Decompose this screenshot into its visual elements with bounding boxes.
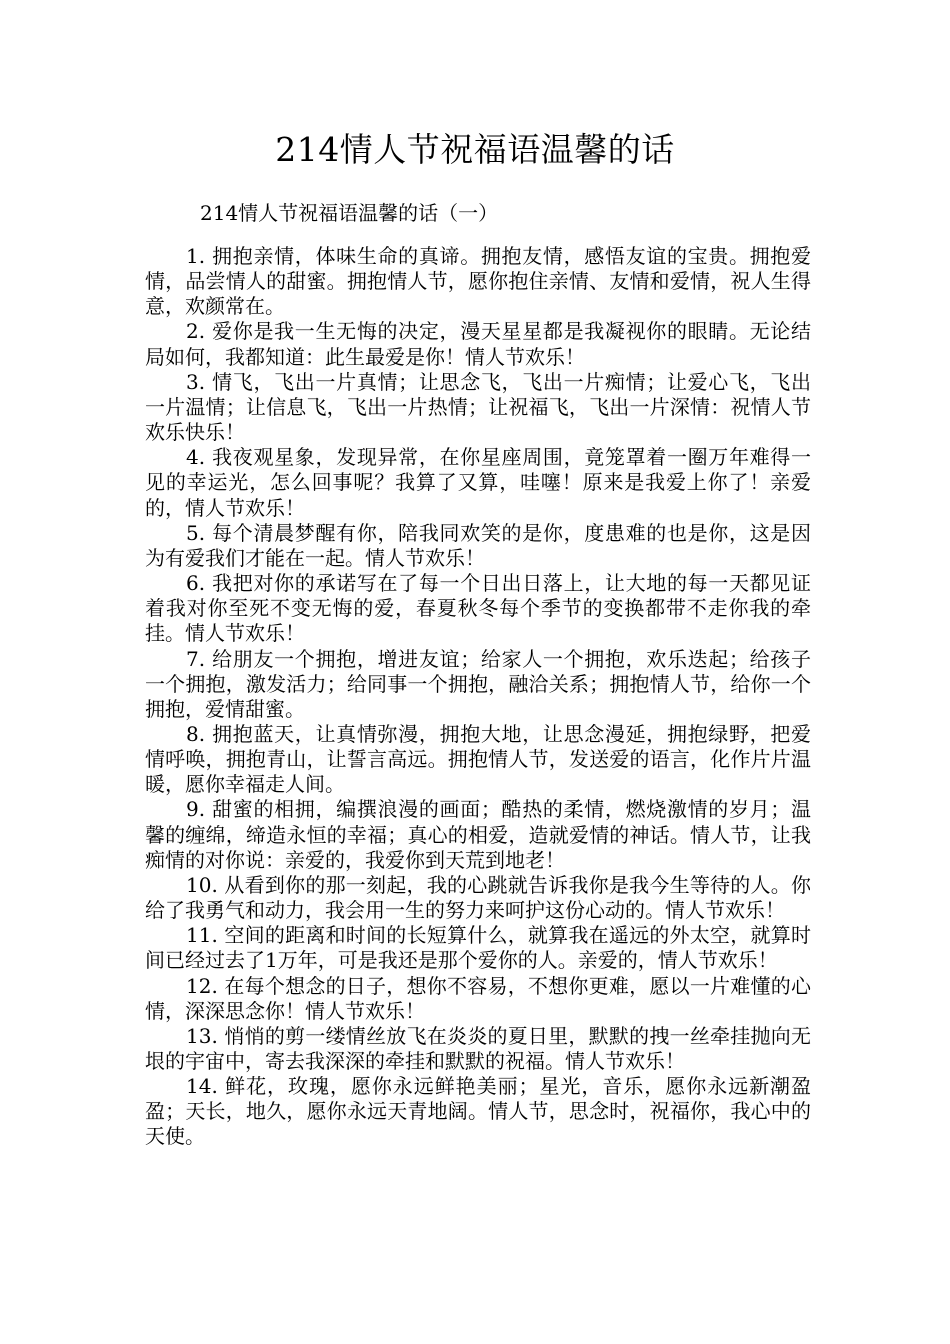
paragraph-5: 5. 每个清晨梦醒有你，陪我同欢笑的是你，度患难的也是你，这是因为有爱我们才能在一起。情人节欢乐！ <box>145 520 811 570</box>
paragraph-10: 10. 从看到你的那一刻起，我的心跳就告诉我你是我今生等待的人。你给了我勇气和动力，我会用一生的努力来呵护这份心动的。情人节欢乐！ <box>145 872 811 923</box>
document-body <box>145 244 811 1150</box>
paragraph-13: 13. 悄悄的剪一缕情丝放飞在炎炎的夏日里，默默的拽一丝牵挂抛向无垠的宇宙中，寄去我深深的牵挂和默默的祝福。情人节欢乐！ <box>145 1023 811 1073</box>
paragraph-2: 2. 爱你是我一生无悔的决定，漫天星星都是我凝视你的眼睛。无论结局如何，我都知道：此生最爱是你！情人节欢乐！ <box>145 319 811 369</box>
paragraph-9: 9. 甜蜜的相拥，编撰浪漫的画面；酷热的柔情，燃烧激情的岁月；温馨的缠绵，缔造永恒的幸福；真心的相爱，造就爱情的神话。情人节，让我痴情的对你说：亲爱的，我爱你到天荒到地老！ <box>145 797 811 872</box>
paragraph-6: 6. 我把对你的承诺写在了每一个日出日落上，让大地的每一天都见证着我对你至死不变无悔的爱，春夏秋冬每个季节的变换都带不走你我的牵挂。情人节欢乐！ <box>145 571 811 646</box>
paragraph-4: 4. 我夜观星象，发现异常，在你星座周围，竟笼罩着一圈万年难得一见的幸运光，怎么回事呢？我算了又算，哇噻！原来是我爱上你了！亲爱的，情人节欢乐！ <box>145 445 811 520</box>
document-title: 214情人节祝福语温馨的话 <box>275 130 675 169</box>
paragraph-14: 14. 鲜花，玫瑰，愿你永远鲜艳美丽；星光，音乐，愿你永远新潮盈盈；天长，地久，愿你永远天青地阔。情人节，思念时，祝福你，我心中的天使。 <box>145 1074 811 1149</box>
paragraph-12: 12. 在每个想念的日子，想你不容易，不想你更难，愿以一片难懂的心情，深深思念你！情人节欢乐！ <box>145 973 811 1023</box>
paragraph-7: 7. 给朋友一个拥抱，增进友谊；给家人一个拥抱，欢乐迭起；给孩子一个拥抱，激发活力；给同事一个拥抱，融洽关系；拥抱情人节，给你一个拥抱，爱情甜蜜。 <box>145 646 811 721</box>
paragraph-1: 1. 拥抱亲情，体味生命的真谛。拥抱友情，感悟友谊的宝贵。拥抱爱情，品尝情人的甜蜜。拥抱情人节，愿你抱住亲情、友情和爱情，祝人生得意，欢颜常在。 <box>145 244 811 319</box>
paragraph-3: 3. 情飞，飞出一片真情；让思念飞，飞出一片痴情；让爱心飞，飞出一片温情；让信息飞，飞出一片热情；让祝福飞，飞出一片深情：祝情人节欢乐快乐！ <box>145 369 811 445</box>
section-heading: 214情人节祝福语温馨的话（一） <box>200 201 499 225</box>
paragraph-11: 11. 空间的距离和时间的长短算什么，就算我在遥远的外太空，就算时间已经过去了1万年，可是我还是那个爱你的人。亲爱的，情人节欢乐！ <box>145 923 811 973</box>
paragraph-8: 8. 拥抱蓝天，让真情弥漫，拥抱大地，让思念漫延，拥抱绿野，把爱情呼唤，拥抱青山，让誓言高远。拥抱情人节，发送爱的语言，化作片片温暖，愿你幸福走人间。 <box>145 721 811 797</box>
